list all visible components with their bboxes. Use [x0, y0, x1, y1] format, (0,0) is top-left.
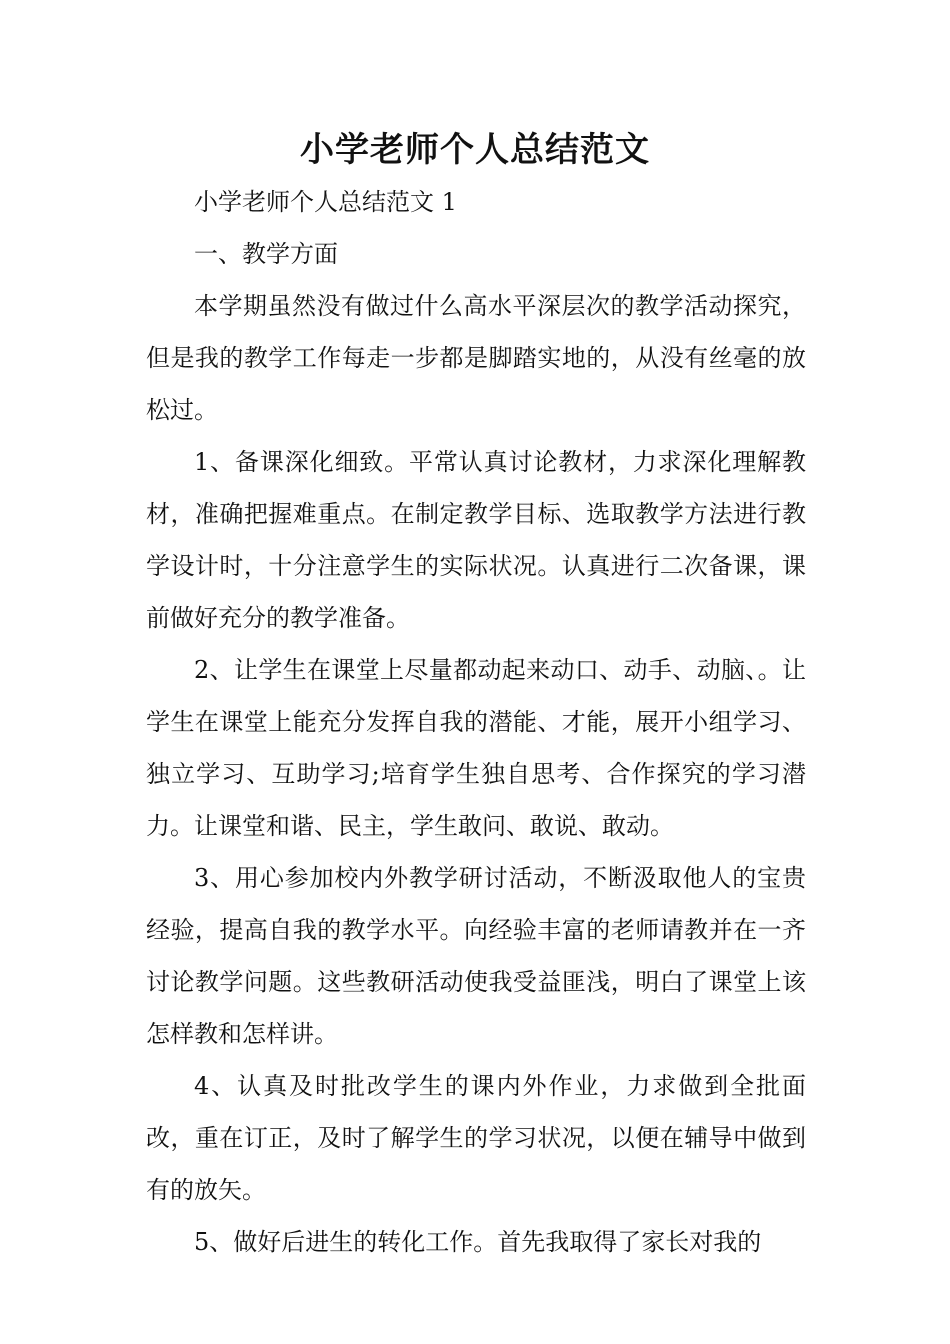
paragraph-item-4: 4、认真及时批改学生的课内外作业，力求做到全批面改，重在订正，及时了解学生的学习状况，以便在辅导中做到有的放矢。	[146, 1072, 806, 1204]
paragraph-heading-1: 小学老师个人总结范文 1	[194, 188, 457, 216]
paragraph-section-teaching: 一、教学方面	[194, 240, 338, 268]
document-body	[146, 176, 806, 1268]
paragraph-item-2: 2、让学生在课堂上尽量都动起来动口、动手、动脑、。让学生在课堂上能充分发挥自我的潜能、才能，展开小组学习、独立学习、互助学习;培育学生独自思考、合作探究的学习潜力。让课堂和谐、民主，学生敢问、敢说、敢动。	[146, 656, 806, 840]
paragraph-intro: 本学期虽然没有做过什么高水平深层次的教学活动探究，但是我的教学工作每走一步都是脚踏实地的，从没有丝毫的放松过。	[146, 292, 806, 424]
paragraph-item-1: 1、备课深化细致。平常认真讨论教材，力求深化理解教材，准确把握难重点。在制定教学目标、选取教学方法进行教学设计时，十分注意学生的实际状况。认真进行二次备课，课前做好充分的教学准备。	[146, 448, 806, 632]
paragraph-item-3: 3、用心参加校内外教学研讨活动，不断汲取他人的宝贵经验，提高自我的教学水平。向经验丰富的老师请教并在一齐讨论教学问题。这些教研活动使我受益匪浅，明白了课堂上该怎样教和怎样讲。	[146, 864, 806, 1048]
document-title: 小学老师个人总结范文	[300, 130, 650, 170]
paragraph-item-5: 5、做好后进生的转化工作。首先我取得了家长对我的	[194, 1228, 762, 1256]
